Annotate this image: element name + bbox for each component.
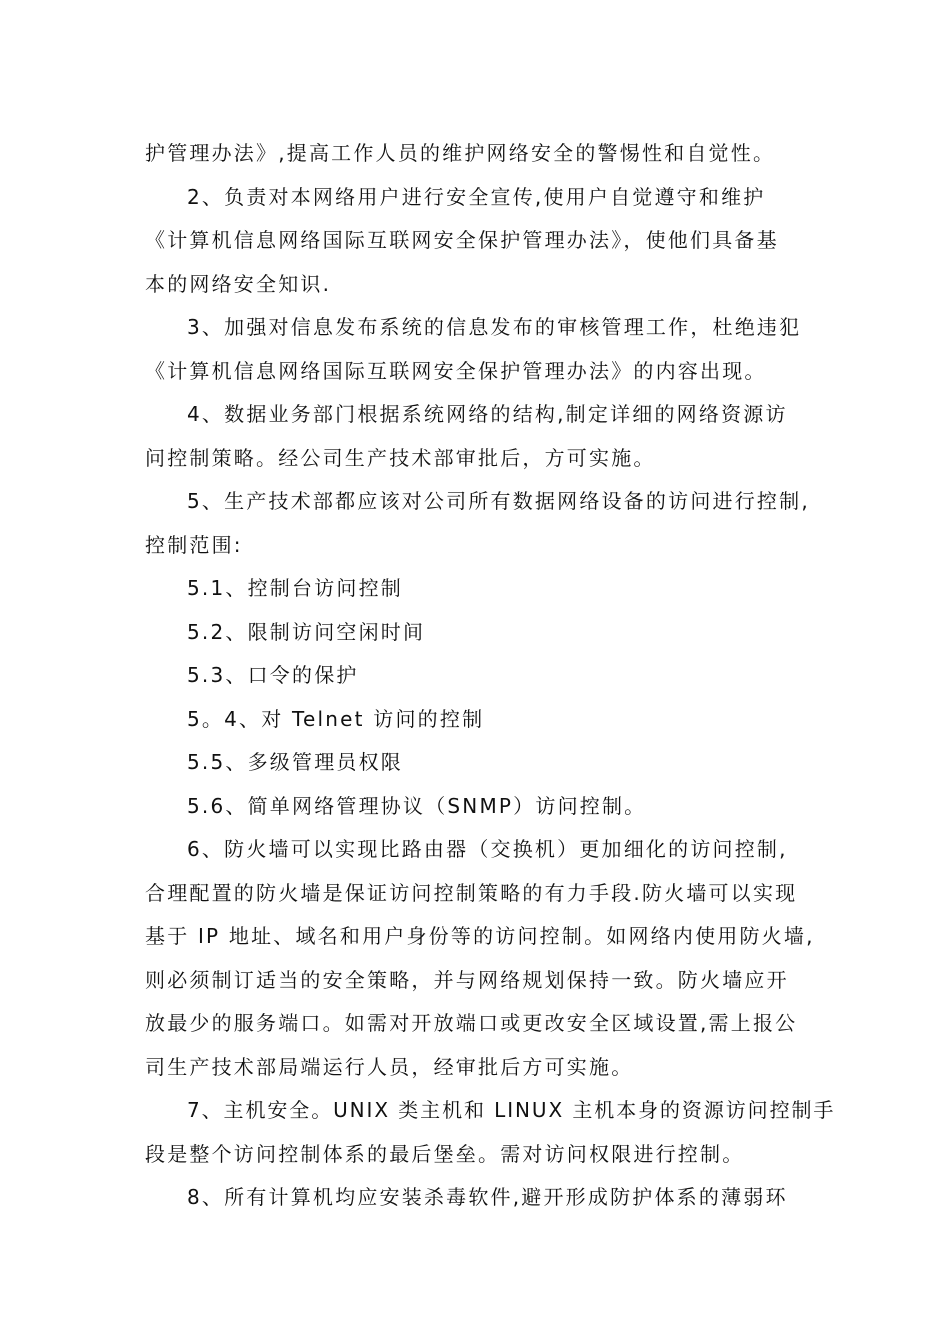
- document-line: 7、主机安全。UNIX 类主机和 LINUX 主机本身的资源访问控制手: [187, 1098, 836, 1122]
- document-line: 5.5、多级管理员权限: [187, 750, 404, 774]
- document-line: 问控制策略。经公司生产技术部审批后，方可实施。: [145, 445, 656, 470]
- document-line: 5。4、对 Telnet 访问的控制: [187, 706, 485, 731]
- document-line: 控制范围:: [145, 532, 243, 557]
- document-line: 5.1、控制台访问控制: [187, 576, 404, 600]
- document-line: 8、所有计算机均应安装杀毒软件,避开形成防护体系的薄弱环: [187, 1185, 788, 1209]
- document-line: 5.2、限制访问空闲时间: [187, 619, 426, 644]
- document-line: 本的网络安全知识.: [145, 271, 332, 296]
- document-line: 合理配置的防火墙是保证访问控制策略的有力手段.防火墙可以实现: [145, 880, 798, 905]
- document-line: 2、负责对本网络用户进行安全宣传,使用户自觉遵守和维护: [187, 184, 766, 209]
- document-line: 5.6、简单网络管理协议（SNMP）访问控制。: [187, 793, 647, 818]
- document-line: 《计算机信息网络国际互联网安全保护管理办法》的内容出现。: [145, 358, 767, 383]
- document-line: 基于 IP 地址、域名和用户身份等的访问控制。如网络内使用防火墙,: [145, 924, 815, 948]
- document-line: 则必须制订适当的安全策略，并与网络规划保持一致。防火墙应开: [145, 967, 789, 992]
- document-line: 4、数据业务部门根据系统网络的结构,制定详细的网络资源访: [187, 402, 788, 426]
- document-line: 司生产技术部局端运行人员，经审批后方可实施。: [145, 1054, 634, 1079]
- document-line: 5.3、口令的保护: [187, 663, 359, 687]
- document-line: 3、加强对信息发布系统的信息发布的审核管理工作，杜绝违犯: [187, 315, 802, 339]
- document-line: 放最少的服务端口。如需对开放端口或更改安全区域设置,需上报公: [145, 1011, 798, 1035]
- document-line: 5、生产技术部都应该对公司所有数据网络设备的访问进行控制,: [187, 489, 810, 513]
- document-body: [145, 132, 836, 1220]
- document-line: 段是整个访问控制体系的最后堡垒。需对访问权限进行控制。: [145, 1141, 745, 1166]
- document-line: 6、防火墙可以实现比路由器（交换机）更加细化的访问控制,: [187, 837, 788, 861]
- document-line: 护管理办法》,提高工作人员的维护网络安全的警惕性和自觉性。: [145, 141, 776, 165]
- document-line: 《计算机信息网络国际互联网安全保护管理办法》，使他们具备基: [145, 228, 779, 252]
